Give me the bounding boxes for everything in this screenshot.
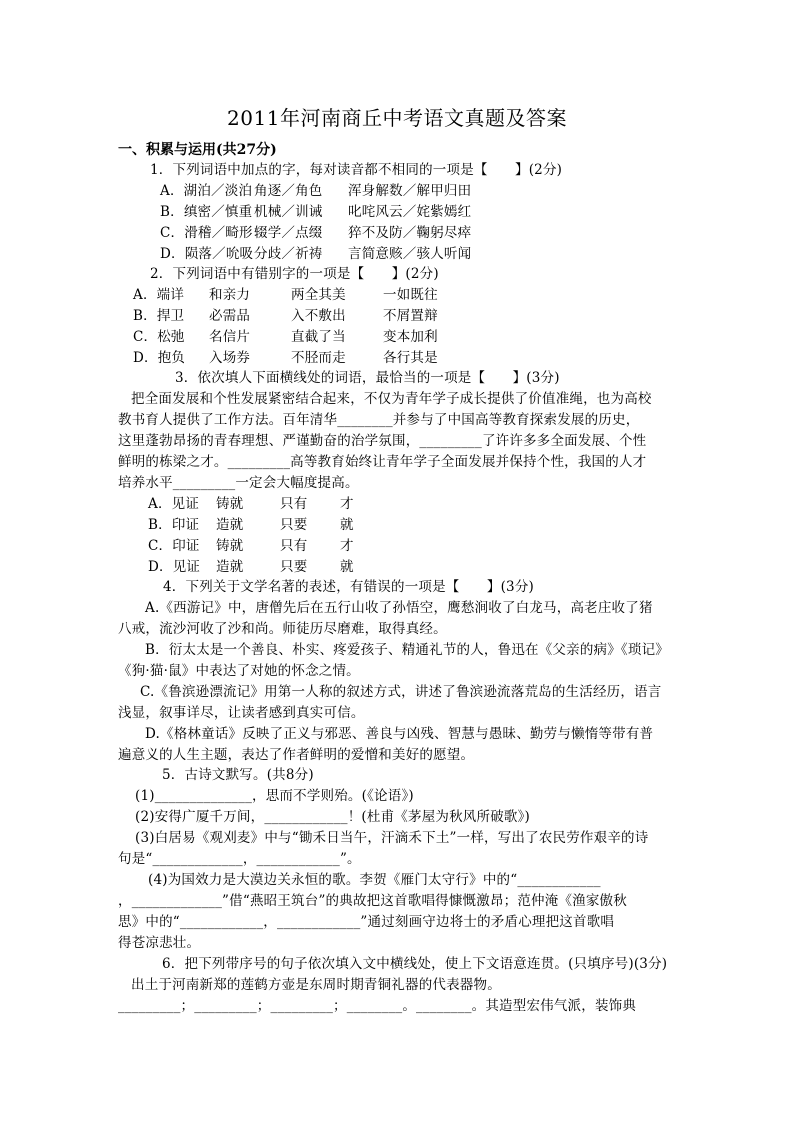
q3-passage-line: 把全面发展和个性发展紧密结合起来，不仅为青年学子成长提供了价值准绳，也为高校 <box>131 391 652 407</box>
q1-a-3: 浑身解数／解甲归田 <box>348 183 472 199</box>
q2-option-d <box>133 348 438 369</box>
q3-a-1: A．见证 <box>148 496 200 512</box>
q3-passage-line: 培养水平_________一定会大幅度提高。 <box>118 475 359 491</box>
q2-a-1: A．端详 <box>133 287 185 303</box>
q3-c-3: 只有 <box>280 538 308 554</box>
q2-c-4: 变本加利 <box>383 329 438 345</box>
q2-d-1: D．抱负 <box>133 350 186 366</box>
q5-line: (3)白居易《观刈麦》中与“锄禾日当午，汗滴禾下土”一样，写出了农民劳作艰辛的诗 <box>135 830 649 846</box>
q5-line: 思》中的“____________，____________”通过刻画守边将士的矛盾心理把这首歌唱 <box>118 914 615 930</box>
q5-line: ，_____________”借“燕昭王筑台”的典故把这首歌唱得慷慨激昂；范仲淹《渔家傲秋 <box>118 893 627 909</box>
q2-c-3: 直截了当 <box>291 329 346 345</box>
q4-line: 遍意义的人生主题，表达了作者鲜明的爱憎和美好的愿望。 <box>118 747 475 763</box>
q3-d-4: 就 <box>340 559 354 575</box>
q2-c-1: C．松弛 <box>133 329 185 345</box>
q4-line: D.《格林童话》反映了正义与邪恶、善良与凶残、智慧与愚昧、勤劳与懒惰等带有普 <box>145 726 654 742</box>
q1-c-3: 猝不及防／鞠躬尽瘁 <box>348 225 472 241</box>
q6-line: _________；_________；_________；________。________。其造型宏伟气派，装饰典 <box>118 998 637 1014</box>
q1-option-c <box>160 223 471 244</box>
q3-c-1: C．印证 <box>148 538 200 554</box>
q2-d-3: 不胫而走 <box>291 350 346 366</box>
q2-b-2: 必需品 <box>209 308 251 324</box>
q3-d-3: 只要 <box>280 559 308 575</box>
q2-option-b <box>133 306 438 327</box>
q3-c-4: 才 <box>340 538 354 554</box>
q1-d-2: 分歧／祈祷 <box>254 246 323 262</box>
q2-c-2: 名信片 <box>209 329 251 345</box>
q3-stem: 3．依次填人下面横线处的词语，最恰当的一项是【 】(3分) <box>175 370 560 386</box>
q4-line: C.《鲁滨逊漂流记》用第一人称的叙述方式，讲述了鲁滨逊流落荒岛的生活经历，语言 <box>140 684 662 700</box>
q2-option-a <box>133 285 438 306</box>
q4-line: 浅显，叙事详尽，让读者感到真实可信。 <box>118 705 365 721</box>
q1-c-2: 辍学／点缀 <box>254 225 323 241</box>
q1-d-3: 言简意赅／骇人听闻 <box>348 246 472 262</box>
q4-line: 八戒，流沙河收了沙和尚。师徒历尽磨难，取得真经。 <box>118 621 447 637</box>
q4-line: B．衍太太是一个善良、朴实、疼爱孩子、精通礼节的人，鲁迅在《父亲的病》《琐记》 <box>145 642 669 658</box>
page-title: 2011年河南商丘中考语文真题及答案 <box>227 106 567 130</box>
q6-line: 出土于河南新郑的莲鹤方壶是东周时期青铜礼器的代表器物。 <box>131 977 501 993</box>
q1-option-b <box>160 202 471 223</box>
q5-line: 句是“_____________，____________”。 <box>118 851 361 867</box>
q3-a-3: 只有 <box>280 496 308 512</box>
q2-a-2: 和亲力 <box>209 287 251 303</box>
q3-c-2: 铸就 <box>216 538 244 554</box>
q3-option-a <box>148 494 354 515</box>
section-heading: 一、积累与运用(共27分) <box>118 142 277 158</box>
q3-option-d <box>148 557 354 578</box>
q3-a-2: 铸就 <box>216 496 244 512</box>
q2-d-4: 各行其是 <box>383 350 438 366</box>
q1-a-2: 角逐／角色 <box>254 183 323 199</box>
q1-a-1: A．湖泊／淡泊 <box>160 183 253 199</box>
q5-line: (2)安得广厦千万间，____________！(杜甫《茅屋为秋风所破歌》) <box>135 809 531 825</box>
q5-stem: 5．古诗文默写。(共8分) <box>162 767 314 783</box>
q3-passage-line: 鲜明的栋梁之才。_________高等教育始终让青年学子全面发展并保持个性，我国的人才 <box>118 454 647 470</box>
q3-d-1: D．见证 <box>148 559 201 575</box>
q1-b-2: 机械／训诫 <box>254 204 323 220</box>
q1-c-1: C．滑稽／畸形 <box>160 225 253 241</box>
q1-d-1: D．陨落／吮吸 <box>160 246 254 262</box>
q1-b-3: 叱咤风云／姹紫嫣红 <box>348 204 472 220</box>
q1-option-a <box>160 181 471 202</box>
q2-b-4: 不屑置辩 <box>383 308 438 324</box>
q3-passage-line: 教书育人提供了工作方法。百年清华________并参与了中国高等教育探索发展的历史， <box>118 412 640 428</box>
q4-line: 《狗·猫·鼠》中表达了对她的怀念之情。 <box>118 663 360 679</box>
q1-stem: 1．下列词语中加点的字，每对读音都不相同的一项是【 】(2分) <box>150 162 563 178</box>
q3-passage-line: 这里蓬勃昂扬的青春理想、严谨勤奋的治学氛围，_________了许许多多全面发展、个性 <box>118 433 647 449</box>
q5-line: (1)______________，思而不学则殆。(《论语》) <box>135 788 414 804</box>
q2-b-3: 入不敷出 <box>291 308 346 324</box>
q2-stem: 2．下列词语中有错别字的一项是【 】(2分) <box>150 266 439 282</box>
q4-stem: 4．下列关于文学名著的表述，有错误的一项是【 】(3分) <box>163 579 535 595</box>
q1-b-1: B．缜密／慎重 <box>160 204 253 220</box>
q5-line: 得苍凉悲壮。 <box>118 935 201 951</box>
q3-b-4: 就 <box>340 517 354 533</box>
q2-a-4: 一如既往 <box>383 287 438 303</box>
q3-a-4: 才 <box>340 496 354 512</box>
q3-b-1: B．印证 <box>148 517 200 533</box>
q2-option-c <box>133 327 438 348</box>
q1-option-d <box>160 244 471 265</box>
q4-line: A.《西游记》中，唐僧先后在五行山收了孙悟空，鹰愁涧收了白龙马，高老庄收了猪 <box>145 600 653 616</box>
q2-a-3: 两全其美 <box>291 287 346 303</box>
q5-line: (4)为国效力是大漠边关永恒的歌。李贺《雁门太守行》中的“____________ <box>148 872 601 888</box>
q3-d-2: 造就 <box>216 559 244 575</box>
q3-option-b <box>148 515 354 536</box>
q2-b-1: B．捍卫 <box>133 308 185 324</box>
q3-b-3: 只要 <box>280 517 308 533</box>
q2-d-2: 入场券 <box>209 350 251 366</box>
q3-b-2: 造就 <box>216 517 244 533</box>
q6-stem: 6．把下列带序号的句子依次填入文中横线处，使上下文语意连贯。(只填序号)(3分) <box>162 956 668 972</box>
q3-option-c <box>148 536 354 557</box>
